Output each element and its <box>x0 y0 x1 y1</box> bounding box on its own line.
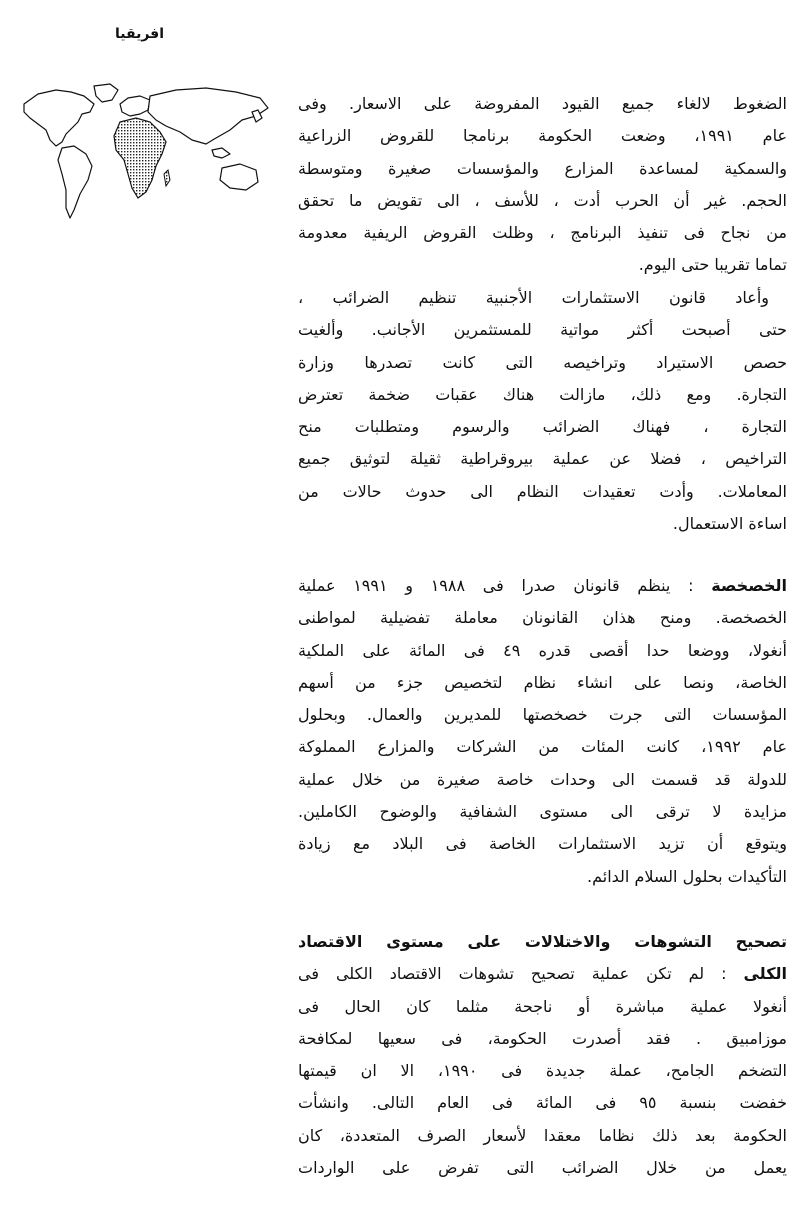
text-line: الخصخصة. ومنح هذان القانونان معاملة تفضيلية لمواطنى <box>298 608 787 628</box>
text-line: التأكيدات بحلول السلام الدائم. <box>587 866 787 886</box>
text-line: خفضت بنسبة ٩٥ فى المائة فى العام التالى. وانشأت <box>298 1093 787 1113</box>
text-line: أنغولا، ووضعا حدا أقصى قدره ٤٩ فى المائة على الملكية <box>298 640 787 660</box>
text-line: وأعاد قانون الاستثمارات الأجنبية تنظيم الضرائب ، <box>298 288 769 307</box>
text-line: عام ١٩٩٢، كانت المئات من الشركات والمزارع المملوكة <box>298 737 787 757</box>
text-line: تماما تقريبا حتى اليوم. <box>638 255 787 275</box>
text-line: عام ١٩٩١، وضعت الحكومة برنامجا للقروض الزراعية <box>298 126 787 146</box>
text-line: اساءة الاستعمال. <box>672 514 787 534</box>
paragraph-macroeconomic <box>298 926 787 1184</box>
text-line: للدولة قد قسمت الى وحدات خاصة صغيرة من خلال عملية <box>298 769 787 789</box>
text-line: يعمل من خلال الضرائب التى تفرض على الواردات <box>298 1158 787 1178</box>
text-line <box>298 570 787 602</box>
text-line: الخاصة، ونصا على انشاء نظام لتخصيص جزء من أسهم <box>298 672 787 692</box>
paragraph-foreign-investment <box>298 282 787 540</box>
text-line: أنغولا عملية مباشرة أو ناجحة مثلما كان الحال فى <box>298 996 787 1016</box>
text-line: التراخيص ، فضلا عن عملية بيروقراطية ثقيلة لتوثيق جميع <box>298 449 787 469</box>
text-line: التضخم الجامح، عملة جديدة فى ١٩٩٠، الا ان قيمتها <box>298 1061 787 1081</box>
text-run: : لم تكن عملية تصحيح تشوهات الاقتصاد الكلى فى <box>298 964 727 984</box>
text-line: حصص الاستيراد وتراخيصه التى كانت تصدرها وزارة <box>298 352 787 372</box>
section-heading-macroeconomic: تصحيح التشوهات والاختلالات على مستوى الاقتصاد <box>298 932 787 951</box>
section-heading-macroeconomic-cont: الكلى <box>743 964 787 984</box>
text-line <box>298 958 787 990</box>
text-line: الحكومة بعد ذلك نظاما معقدا لأسعار الصرف المتعددة، كان <box>298 1125 787 1145</box>
text-line: ويتوقع أن تزيد الاستثمارات الخاصة فى البلاد مع زيادة <box>298 834 787 854</box>
text-line: والسمكية لمساعدة المزارع والمؤسسات صغيرة ومتوسطة <box>298 158 787 178</box>
text-line: التجارة. ومع ذلك، مازالت هناك عقبات ضخمة تعترض <box>298 384 787 404</box>
text-line: مزايدة لا ترقى الى مستوى الشفافية والوضوح الكاملين. <box>298 802 787 822</box>
text-run: : ينظم قانونان صدرا فى ١٩٨٨ و ١٩٩١ عملية <box>298 576 694 595</box>
text-line: موزامبيق . فقد أصدرت الحكومة، فى سعيها لمكافحة <box>298 1028 787 1048</box>
text-line: المؤسسات التى جرت خصخصتها للمديرين والعمال. وبحلول <box>298 705 787 725</box>
text-line: من نجاح فى تنفيذ البرنامج ، وظلت القروض الريفية معدومة <box>298 223 787 243</box>
text-line: المعاملات. وأدت تعقيدات النظام الى حدوث حالات من <box>298 481 787 501</box>
text-line: حتى أصبحت أكثر مواتية للمستثمرين الأجانب. وألغيت <box>298 320 787 340</box>
text-line: الحجم. غير أن الحرب أدت ، للأسف ، الى تقويض ما تحقق <box>298 190 787 210</box>
section-heading-privatization: الخصخصة <box>711 576 787 595</box>
paragraph-prices <box>298 88 787 282</box>
section-label: افريقيا <box>115 26 164 42</box>
text-line: التجارة ، فهناك الضرائب والرسوم ومتطلبات منح <box>298 417 787 437</box>
paragraph-privatization <box>298 570 787 893</box>
world-map-africa-highlighted-icon <box>16 82 278 220</box>
text-line: الضغوط لالغاء جميع القيود المفروضة على الاسعار. وفى <box>298 94 787 113</box>
